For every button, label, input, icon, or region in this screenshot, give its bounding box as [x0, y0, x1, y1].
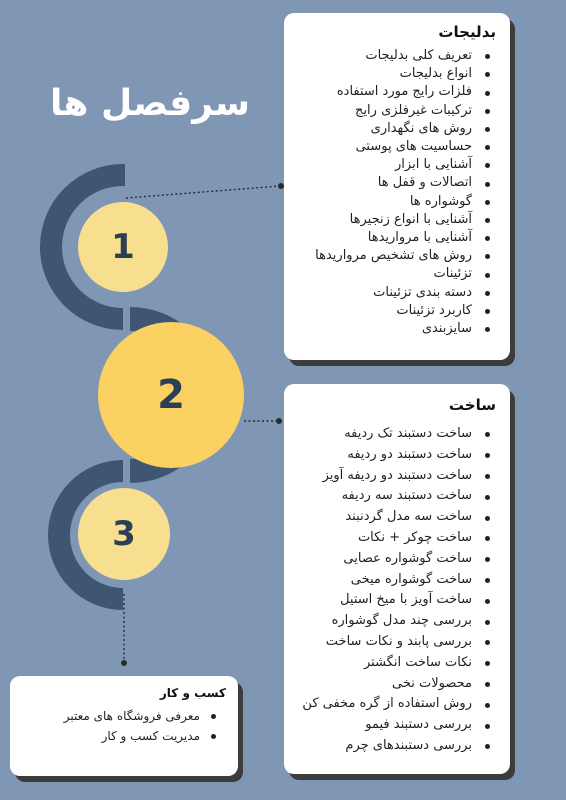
list-item: ساخت دستبند دو ردیفه آویز [294, 466, 496, 487]
section-list [294, 424, 496, 757]
page-title: سرفصل ها [50, 83, 250, 124]
section-list [20, 706, 226, 746]
list-item: محصولات نخی [294, 674, 496, 695]
list-item: سایزبندی [294, 320, 496, 338]
step-circle-1 [78, 202, 168, 292]
section-heading: ساخت [448, 396, 496, 414]
list-item: ساخت چوکر + نکات [294, 528, 496, 549]
list-item: ساخت گوشواره عصایی [294, 549, 496, 570]
list-item: حساسیت های پوستی [294, 138, 496, 156]
section-card-jewelry [284, 13, 510, 360]
list-item: ساخت دستبند تک ردیفه [294, 424, 496, 445]
list-item: روش استفاده از گره مخفی کن [294, 694, 496, 715]
step-circle-3 [78, 488, 170, 580]
list-item: بررسی چند مدل گوشواره [294, 611, 496, 632]
list-item: بررسی دستبندهای چرم [294, 736, 496, 757]
list-item: ساخت سه مدل گردنبند [294, 507, 496, 528]
list-item: معرفی فروشگاه های معتبر [20, 706, 226, 726]
list-item: بررسی پابند و نکات ساخت [294, 632, 496, 653]
list-item: آشنایی با مرواریدها [294, 229, 496, 247]
section-card-making [284, 384, 510, 774]
section-card-business [10, 676, 238, 776]
list-item: گوشواره ها [294, 193, 496, 211]
list-item: کاربرد تزئینات [294, 302, 496, 320]
section-heading: کسب و کار [159, 686, 226, 700]
list-item: بررسی دستبند فیمو [294, 715, 496, 736]
list-item: تزئینات [294, 265, 496, 283]
step-number-2: 2 [157, 372, 185, 418]
step-number-3: 3 [112, 514, 136, 554]
list-item: ترکیبات غیرفلزی رایج [294, 102, 496, 120]
list-item: آشنایی با ابزار [294, 156, 496, 174]
list-item: دسته بندی تزئینات [294, 284, 496, 302]
list-item: آشنایی با انواع زنجیرها [294, 211, 496, 229]
connector-dot-3 [121, 660, 127, 666]
list-item: تعریف کلی بدلیجات [294, 47, 496, 65]
list-item: نکات ساخت انگشتر [294, 653, 496, 674]
step-number-1: 1 [111, 227, 135, 267]
list-item: ساخت دستبند سه ردیفه [294, 486, 496, 507]
section-heading: بدلیجات [438, 23, 496, 41]
list-item: روش های تشخیص مرواریدها [294, 247, 496, 265]
list-item: مدیریت کسب و کار [20, 726, 226, 746]
list-item: اتصالات و قفل ها [294, 174, 496, 192]
list-item: ساخت آویز با میخ استیل [294, 590, 496, 611]
list-item: ساخت گوشواره میخی [294, 570, 496, 591]
step-circle-2 [98, 322, 244, 468]
list-item: فلزات رایج مورد استفاده [294, 83, 496, 101]
list-item: انواع بدلیجات [294, 65, 496, 83]
section-list [294, 47, 496, 338]
connector-dot-2 [276, 418, 282, 424]
list-item: روش های نگهداری [294, 120, 496, 138]
list-item: ساخت دستبند دو ردیفه [294, 445, 496, 466]
